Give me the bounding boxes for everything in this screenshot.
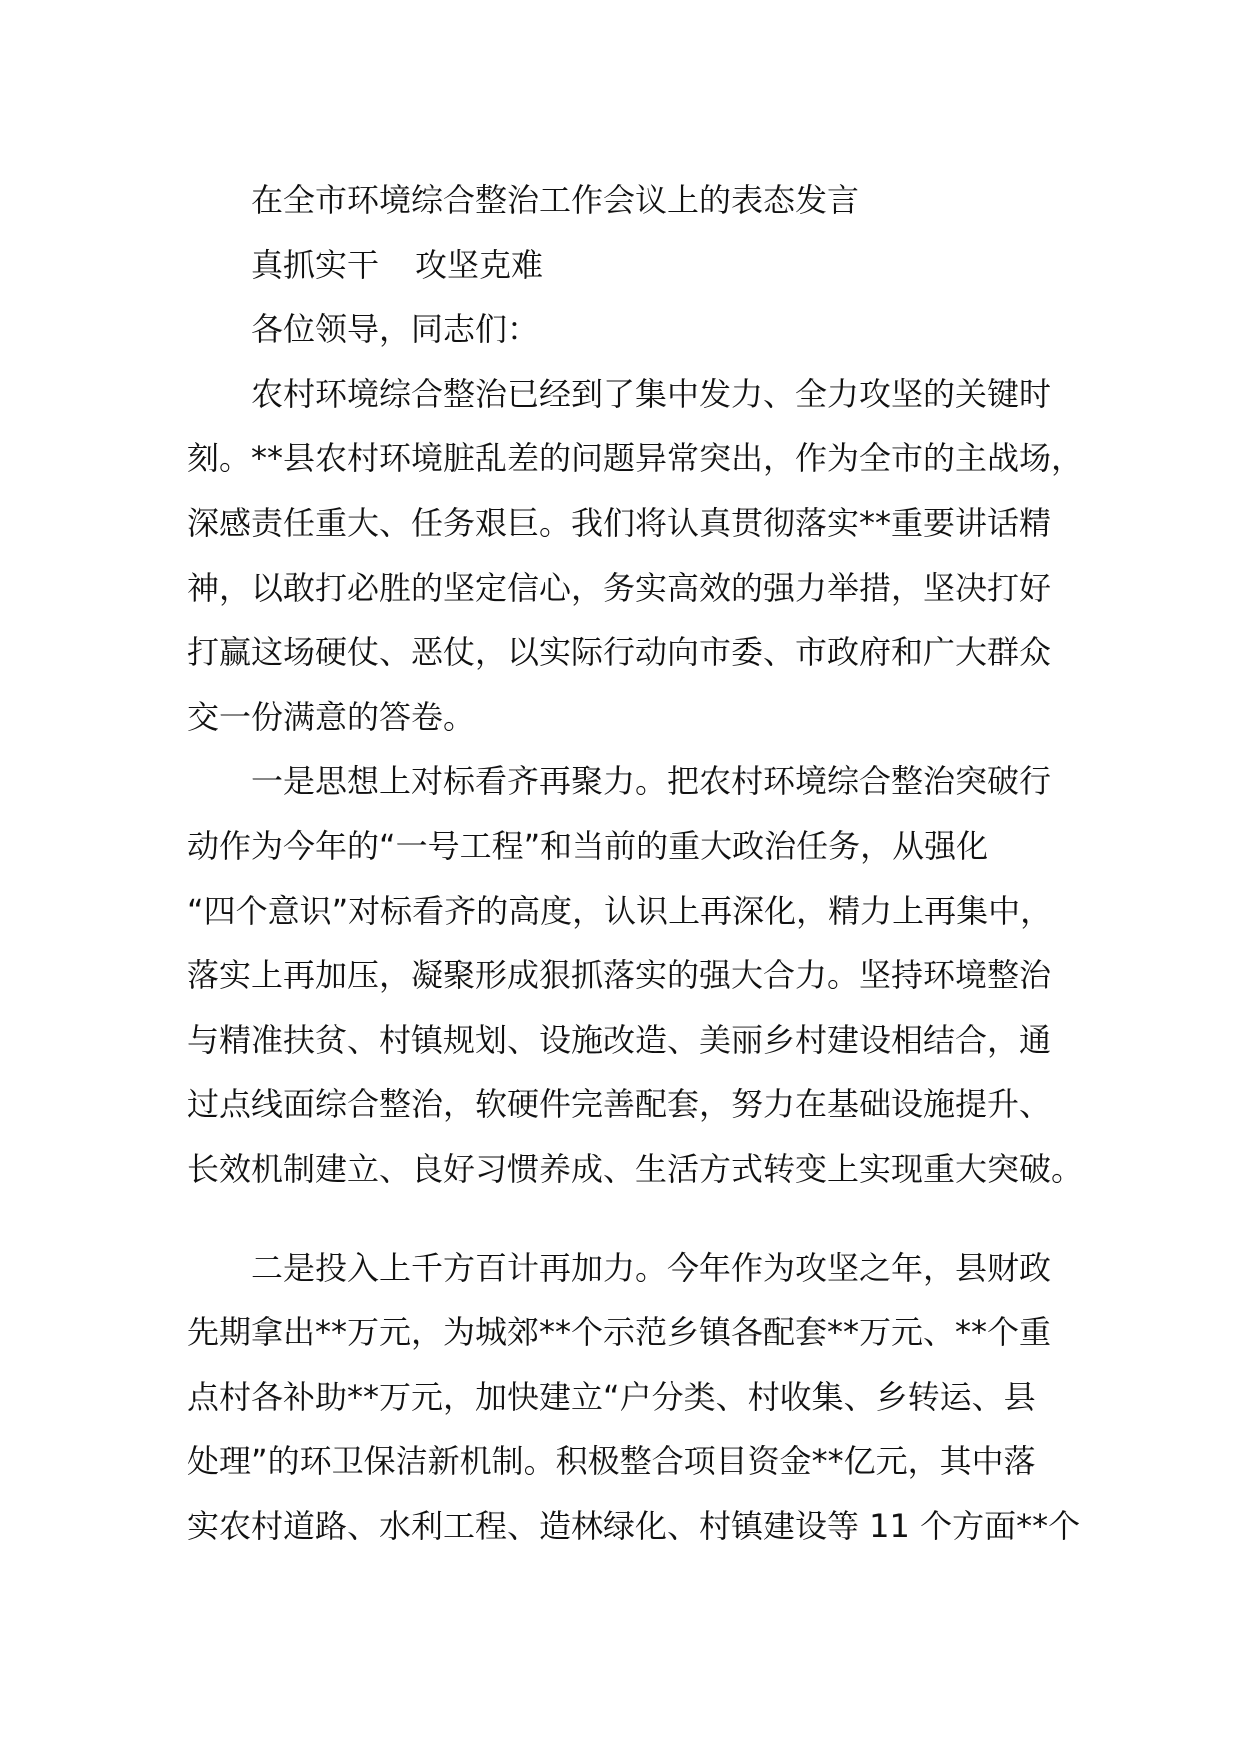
paragraph-line: 一是思想上对标看齐再聚力。把农村环境综合整治突破行 <box>251 762 1052 801</box>
paragraph-intro <box>187 362 1084 750</box>
paragraph-line: 交一份满意的答卷。 <box>187 697 476 736</box>
paragraph-line: 实农村道路、水利工程、造林绿化、村镇建设等 11 个方面**个 <box>187 1506 1081 1545</box>
paragraph-line: 动作为今年的“一号工程”和当前的重大政治任务，从强化 <box>187 826 989 865</box>
paragraph-line: 点村各补助**万元，加快建立“户分类、村收集、乡转运、县 <box>187 1377 1036 1416</box>
paragraph-line: 农村环境综合整治已经到了集中发力、全力攻坚的关键时 <box>251 374 1052 413</box>
paragraph-line: 打赢这场硬仗、恶仗，以实际行动向市委、市政府和广大群众 <box>187 633 1052 672</box>
paragraph-line: “四个意识”对标看齐的高度，认识上再深化，精力上再集中， <box>187 891 1053 930</box>
paragraph-spacer <box>187 1202 1067 1236</box>
salutation: 各位领导，同志们： <box>251 310 540 349</box>
paragraph-line: 二是投入上千方百计再加力。今年作为攻坚之年，县财政 <box>251 1248 1052 1287</box>
paragraph-line: 落实上再加压，凝聚形成狠抓落实的强大合力。坚持环境整治 <box>187 956 1052 995</box>
paragraph-point-one <box>187 749 1084 1201</box>
document-heading: 在全市环境综合整治工作会议上的表态发言 <box>251 181 860 219</box>
paragraph-line: 先期拿出**万元，为城郊**个示范乡镇各配套**万元、**个重 <box>187 1313 1052 1352</box>
paragraph-line: 神，以敢打必胜的坚定信心，务实高效的强力举措，坚决打好 <box>187 568 1052 607</box>
document-subtitle <box>187 233 1067 298</box>
paragraph-point-two <box>187 1236 1081 1559</box>
subtitle-left: 真抓实干 <box>251 245 380 284</box>
subtitle-right: 攻坚克难 <box>415 245 544 284</box>
paragraph-line: 刻。**县农村环境脏乱差的问题异常突出，作为全市的主战场， <box>187 439 1084 478</box>
paragraph-line: 过点线面综合整治，软硬件完善配套，努力在基础设施提升、 <box>187 1085 1052 1124</box>
paragraph-line: 与精准扶贫、村镇规划、设施改造、美丽乡村建设相结合，通 <box>187 1020 1052 1059</box>
paragraph-line: 深感责任重大、任务艰巨。我们将认真贯彻落实**重要讲话精 <box>187 503 1052 542</box>
paragraph-line: 处理”的环卫保洁新机制。积极整合项目资金**亿元，其中落 <box>187 1442 1036 1481</box>
paragraph-line: 长效机制建立、良好习惯养成、生活方式转变上实现重大突破。 <box>187 1149 1084 1188</box>
document-body <box>187 168 1084 1558</box>
